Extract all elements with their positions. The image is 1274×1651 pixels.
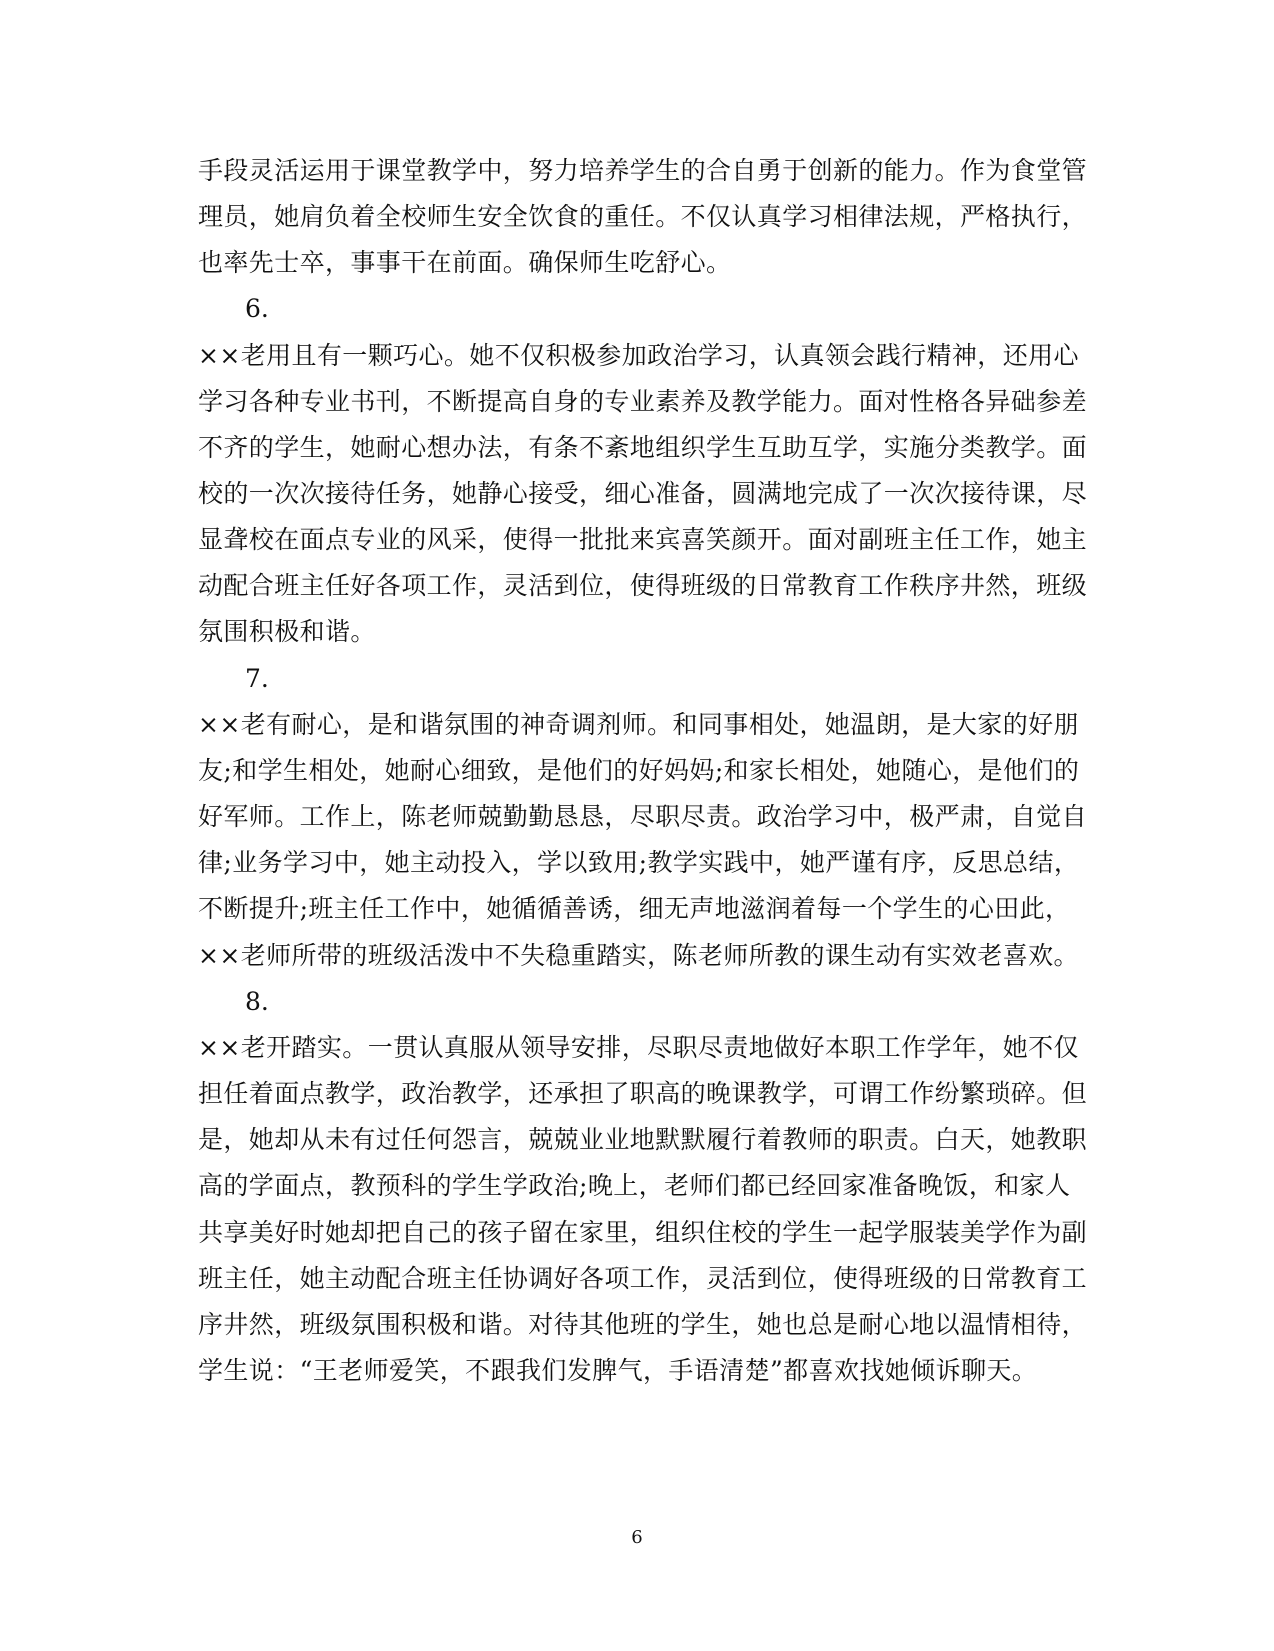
text-line: 理员，她肩负着全校师生安全饮食的重任。不仅认真学习相律法规，严格执行， — [198, 202, 1088, 231]
text-line: 不齐的学生，她耐心想办法，有条不紊地组织学生互助互学，实施分类教学。面 — [198, 433, 1088, 462]
text-line: 学生说：“王老师爱笑，不跟我们发脾气，手语清楚”都喜欢找她倾诉聊天。 — [198, 1356, 1038, 1385]
text-line: ××老有耐心，是和谐氛围的神奇调剂师。和同事相处，她温朗，是大家的好朋 — [198, 710, 1079, 739]
text-line: 手段灵活运用于课堂教学中，努力培养学生的合自勇于创新的能力。作为食堂管 — [198, 156, 1088, 185]
text-line: 也率先士卒，事事干在前面。确保师生吃舒心。 — [198, 248, 732, 277]
text-line: ××老师所带的班级活泼中不失稳重踏实，陈老师所教的课生动有实效老喜欢。 — [198, 941, 1079, 970]
text-line: 学习各种专业书刊，不断提高自身的专业素养及教学能力。面对性格各异础参差 — [198, 387, 1088, 416]
text-line: 氛围积极和谐。 — [198, 617, 376, 646]
text-line: ××老用且有一颗巧心。她不仅积极参加政治学习，认真领会践行精神，还用心 — [198, 341, 1079, 370]
text-line: 序井然，班级氛围积极和谐。对待其他班的学生，她也总是耐心地以温情相待， — [198, 1310, 1088, 1339]
text-line: 显聋校在面点专业的风采，使得一批批来宾喜笑颜开。面对副班主任工作，她主 — [198, 525, 1088, 554]
text-line: 动配合班主任好各项工作，灵活到位，使得班级的日常教育工作秩序井然，班级 — [198, 571, 1088, 600]
item-number: 8. — [245, 987, 269, 1016]
text-line: 友;和学生相处，她耐心细致，是他们的好妈妈;和家长相处，她随心，是他们的 — [198, 756, 1080, 785]
item-number: 7. — [245, 664, 269, 693]
text-line: 班主任，她主动配合班主任协调好各项工作，灵活到位，使得班级的日常教育工 — [198, 1264, 1088, 1293]
text-line: 不断提升;班主任工作中，她循循善诱，细无声地滋润着每一个学生的心田此， — [198, 894, 1071, 923]
text-line: ××老开踏实。一贯认真服从领导安排，尽职尽责地做好本职工作学年，她不仅 — [198, 1033, 1079, 1062]
text-line: 校的一次次接待任务，她静心接受，细心准备，圆满地完成了一次次接待课，尽 — [198, 479, 1088, 508]
text-line: 好军师。工作上，陈老师兢勤勤恳恳，尽职尽责。政治学习中，极严肃，自觉自 — [198, 802, 1088, 831]
page-number: 6 — [631, 1527, 643, 1548]
text-line: 高的学面点，教预科的学生学政治;晚上，老师们都已经回家准备晚饭，和家人 — [198, 1171, 1071, 1200]
text-line: 律;业务学习中，她主动投入，学以致用;教学实践中，她严谨有序，反思总结， — [198, 848, 1080, 877]
text-line: 担任着面点教学，政治教学，还承担了职高的晚课教学，可谓工作纷繁琐碎。但 — [198, 1079, 1088, 1108]
text-line: 是，她却从未有过任何怨言，兢兢业业地默默履行着教师的职责。白天，她教职 — [198, 1125, 1088, 1154]
text-line: 共享美好时她却把自己的孩子留在家里，组织住校的学生一起学服装美学作为副 — [198, 1218, 1088, 1247]
item-number: 6. — [245, 294, 269, 323]
